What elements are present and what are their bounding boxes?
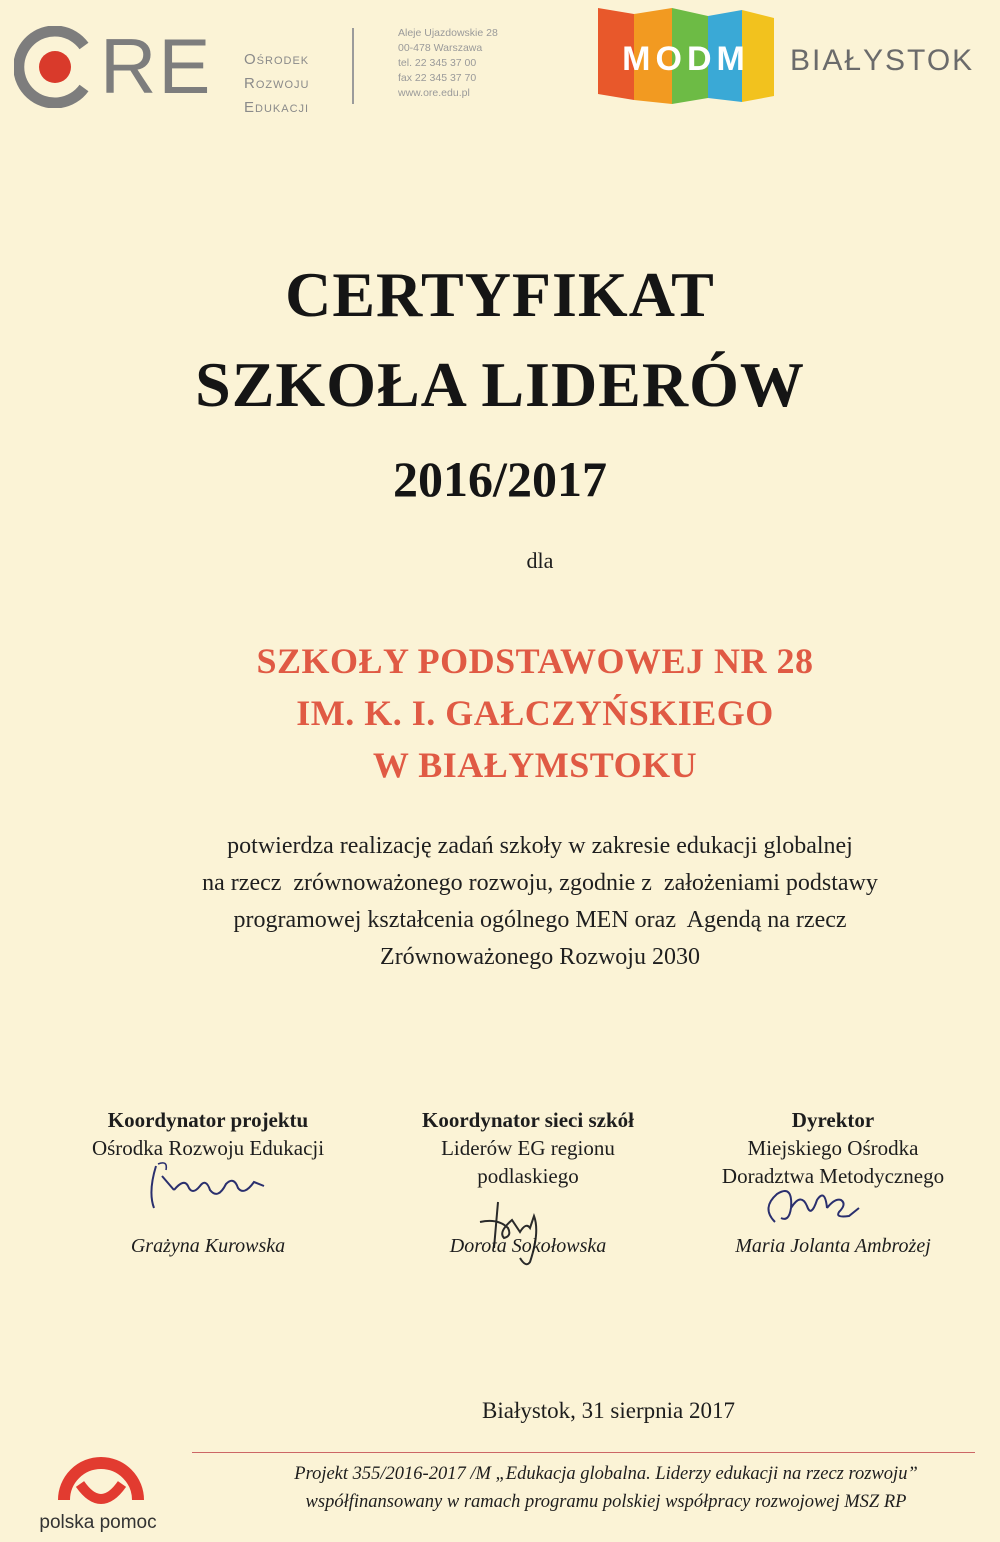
place-and-date: Białystok, 31 sierpnia 2017 (482, 1398, 735, 1423)
school-name-line: SZKOŁY PODSTAWOWEJ NR 28 (256, 641, 814, 681)
signatory-org: Miejskiego Ośrodka (747, 1136, 919, 1160)
certificate-subtitle: SZKOŁA LIDERÓW (195, 349, 805, 420)
signatory-role: Koordynator projektu (107, 1108, 309, 1132)
signatory-org: Liderów EG regionu (441, 1136, 615, 1160)
certificate-body (100, 828, 980, 976)
for-word: dla (526, 548, 554, 573)
signatory-name: Maria Jolanta Ambrożej (735, 1235, 931, 1257)
handwritten-signature (755, 1178, 865, 1238)
ore-letters: RE (100, 22, 213, 110)
signatory-role: Koordynator sieci szkół (422, 1108, 634, 1132)
ore-contact-info: Aleje Ujazdowskie 28 00-478 Warszawa tel. 22 345 37 00 fax 22 345 37 70 www.ore.edu.pl (398, 27, 498, 99)
school-name-line: W BIAŁYMSTOKU (372, 745, 698, 785)
body-line: Zrównoważonego Rozwoju 2030 (380, 944, 700, 970)
project-line: współfinansowany w ramach programu polskiej współpracy rozwojowej MSZ RP (305, 1492, 907, 1512)
signatory-org: Ośrodka Rozwoju Edukacji (91, 1136, 325, 1160)
bialystok-logo-text: BIAŁYSTOK (790, 44, 975, 77)
body-line: potwierdza realizację zadań szkoły w zakresie edukacji globalnej (227, 833, 853, 859)
certificate-title: CERTYFIKAT (285, 259, 715, 330)
body-line: programowej kształcenia ogólnego MEN oraz Agendą na rzecz (233, 907, 847, 933)
ore-full-name: Ośrodek Rozwoju Edukacji (244, 51, 310, 116)
logo-divider (352, 28, 354, 104)
signatory-org: podlaskiego (477, 1164, 579, 1188)
signature-block-network-coordinator (368, 1106, 688, 1257)
body-line: na rzecz zrównoważonego rozwoju, zgodnie z założeniami podstawy (202, 870, 878, 896)
signature-block-director (673, 1106, 993, 1257)
signatory-org: Doradztwa Metodycznego (721, 1164, 945, 1188)
school-name-line: IM. K. I. GAŁCZYŃSKIEGO (296, 693, 774, 733)
polska-pomoc-label: polska pomoc (39, 1512, 157, 1533)
handwritten-signature (144, 1156, 274, 1216)
signatory-name: Dorota Sokołowska (449, 1235, 607, 1257)
project-info (196, 1460, 1000, 1516)
ore-logo (14, 22, 314, 116)
signatory-role: Dyrektor (791, 1108, 875, 1132)
project-line: Projekt 355/2016-2017 /M „Edukacja globalna. Liderzy edukacji na rzecz rozwoju” (294, 1464, 918, 1484)
signatory-name: Grażyna Kurowska (130, 1235, 286, 1257)
certificate-year: 2016/2017 (393, 451, 607, 507)
ore-circle-mark (14, 26, 96, 108)
signature-block-coordinator (48, 1106, 368, 1257)
modm-logo-text: MODM (622, 40, 750, 78)
footer-divider (192, 1452, 975, 1453)
